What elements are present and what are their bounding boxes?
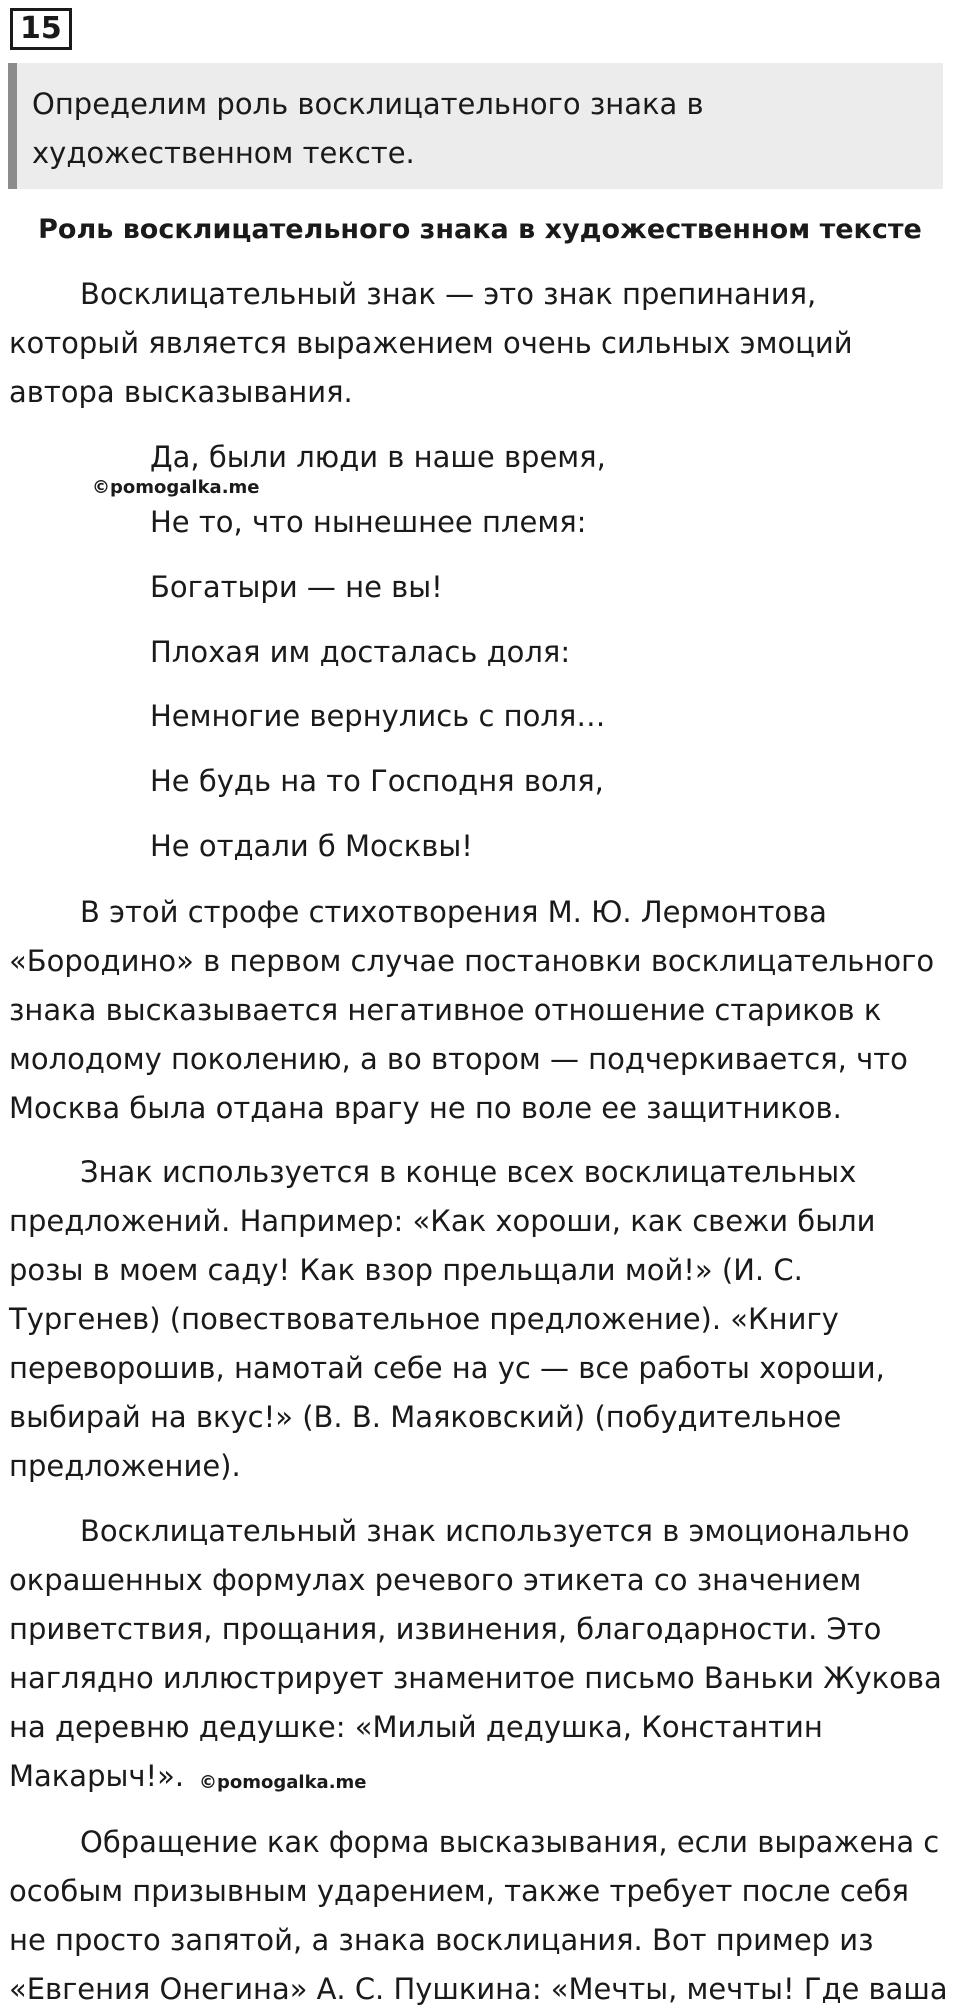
paragraph-line: который является выражением очень сильных эмоций: [9, 326, 853, 360]
paragraph-etiquette: [9, 1507, 949, 1801]
verse-line: Да, были люди в наше время,: [150, 440, 606, 474]
intro-line: художественном тексте.: [32, 136, 415, 170]
paragraph-line: «Евгения Онегина» А. С. Пушкина: «Мечты, мечты! Где ваша: [9, 1972, 948, 2006]
intro-callout: [8, 63, 943, 189]
verse-line: Богатыри — не вы!: [150, 570, 443, 604]
paragraph-line: В этой строфе стихотворения М. Ю. Лермонтова: [80, 895, 827, 929]
paragraph-line: молодому поколению, а во втором — подчеркивается, что: [9, 1042, 908, 1076]
paragraph-line: Тургенев) (повествовательное предложение). «Книгу: [9, 1302, 839, 1336]
task-number-badge: 15: [10, 8, 72, 50]
paragraph-line: наглядно иллюстрирует знаменитое письмо Ваньки Жукова: [9, 1661, 942, 1695]
paragraph-line: Восклицательный знак — это знак препинания,: [80, 277, 817, 311]
paragraph-line: на деревню дедушке: «Милый дедушка, Константин: [9, 1710, 823, 1744]
watermark: ©pomogalka.me: [199, 1772, 367, 1793]
paragraph-line: переворошив, намотай себе на ус — все работы хороши,: [9, 1351, 885, 1385]
paragraph-line: приветствия, прощания, извинения, благодарности. Это: [9, 1612, 882, 1646]
paragraph-line: предложение).: [9, 1449, 241, 1483]
watermark: ©pomogalka.me: [92, 477, 260, 498]
intro-line: Определим роль восклицательного знака в: [32, 87, 704, 121]
paragraph-examples: [9, 1148, 949, 1491]
paragraph-line: не просто запятой, а знака восклицания. Вот пример из: [9, 1923, 874, 1957]
paragraph-address: [9, 1818, 949, 2014]
paragraph-line: розы в моем саду! Как взор прельщали мой!» (И. С.: [9, 1253, 803, 1287]
paragraph-line: Москва была отдана врагу не по воле ее защитников.: [9, 1091, 842, 1125]
paragraph-line: особым призывным ударением, также требует после себя: [9, 1874, 909, 1908]
verse-line: Плохая им досталась доля:: [150, 635, 571, 669]
verse-line: Не будь на то Господня воля,: [150, 764, 604, 798]
paragraph-line: Знак используется в конце всех восклицательных: [80, 1155, 857, 1189]
verse-line: Немногие вернулись с поля…: [150, 699, 606, 733]
paragraph-line: выбирай на вкус!» (В. В. Маяковский) (побудительное: [9, 1400, 842, 1434]
paragraph-line: автора высказывания.: [9, 375, 353, 409]
paragraph-line: знака высказывается негативное отношение стариков к: [9, 993, 882, 1027]
paragraph-line: окрашенных формулах речевого этикета со значением: [9, 1563, 862, 1597]
paragraph-line: Обращение как форма высказывания, если выражена с: [80, 1825, 940, 1859]
paragraph-line: «Бородино» в первом случае постановки восклицательного: [9, 944, 935, 978]
paragraph-line: Макарыч!».: [9, 1759, 185, 1793]
paragraph-lermontov: [9, 888, 949, 1133]
verse-line: Не отдали б Москвы!: [150, 829, 473, 863]
paragraph-line: предложений. Например: «Как хороши, как свежи были: [9, 1204, 876, 1238]
section-heading: Роль восклицательного знака в художественном тексте: [38, 214, 922, 245]
paragraph-line: Восклицательный знак используется в эмоционально: [80, 1514, 910, 1548]
verse-line: Не то, что нынешнее племя:: [150, 505, 587, 539]
paragraph-definition: [9, 270, 949, 417]
